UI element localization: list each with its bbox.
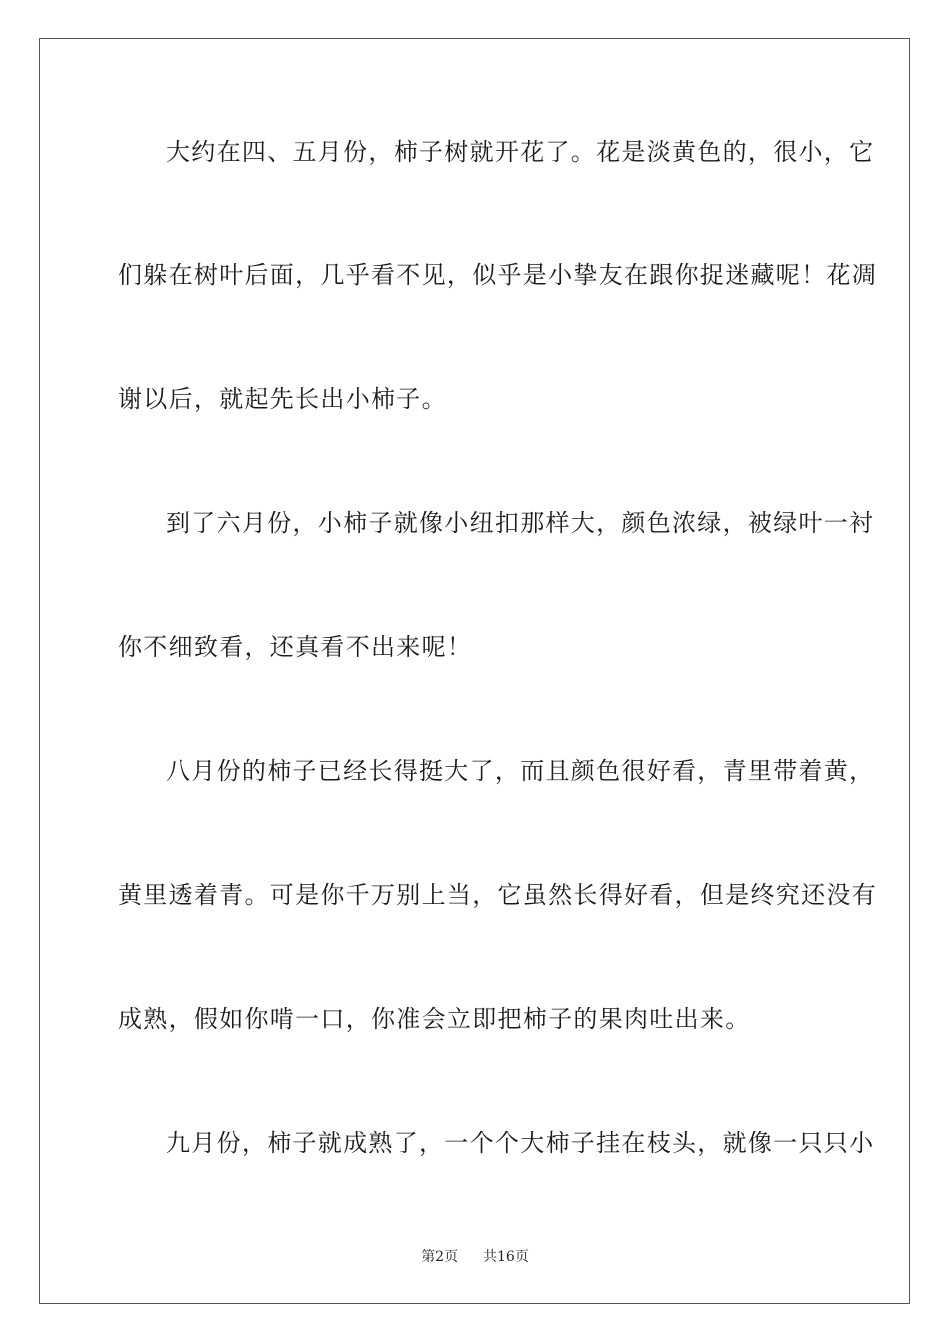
page-number-total: 共16页 [483,1249,529,1265]
text-line: 们躲在树叶后面，几乎看不见，似乎是小挚友在跟你捉迷藏呢！花凋 [118,261,877,289]
page-number-current: 第2页 [421,1249,459,1265]
text-line: 成熟，假如你啃一口，你准会立即把柿子的果肉吐出来。 [118,1005,751,1033]
text-line: 八月份的柿子已经长得挺大了，而且颜色很好看，青里带着黄， [166,757,875,785]
text-line: 谢以后，就起先长出小柿子。 [118,385,447,413]
text-line: 九月份，柿子就成熟了，一个个大柿子挂在枝头，就像一只只小 [166,1129,875,1157]
text-line: 到了六月份，小柿子就像小纽扣那样大，颜色浓绿，被绿叶一衬 [166,509,875,537]
text-line: 你不细致看，还真看不出来呢！ [118,633,473,661]
text-line: 大约在四、五月份，柿子树就开花了。花是淡黄色的，很小，它 [166,138,875,166]
page-footer [0,1248,950,1266]
page-frame [39,38,910,1304]
text-line: 黄里透着青。可是你千万别上当，它虽然长得好看，但是终究还没有 [118,881,877,909]
